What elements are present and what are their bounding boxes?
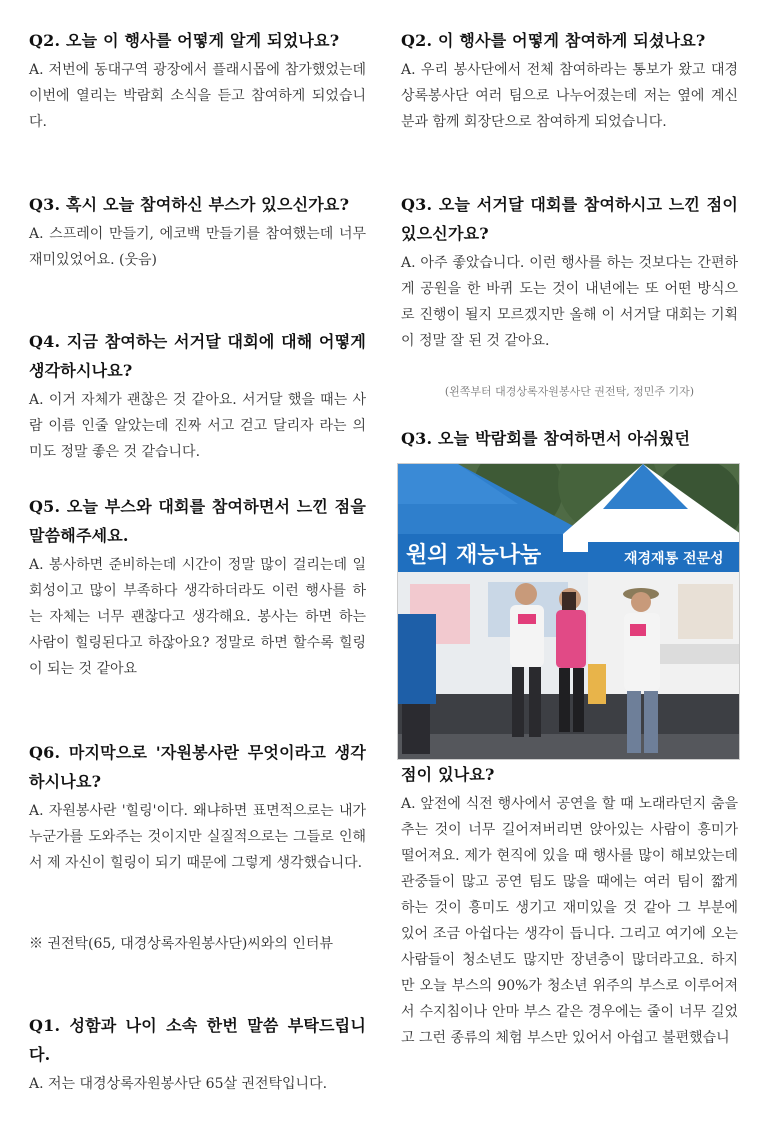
question: Q3. 혹시 오늘 참여하신 부스가 있으신가요? [29,195,350,214]
question: Q3. 오늘 서거달 대회를 참여하시고 느낀 점이 있으신가요? [401,195,738,243]
answer: A. 앞전에 식전 행사에서 공연을 할 때 노래라던지 춤을 추는 것이 너무 길어져버리면 앉아있는 사람이 흥미가 떨어져요. 제가 현직에 있을 때 행사를 많이 해보았는데 관중들이 많고 공연 팀도 많을 때에는 여러 팀이 짧게 하는 것이 흥미도 생기고 재미있을 것 같아 그 부분에 있어 조금 아쉽다는 생각이 듭니다. 그리고 여기에 오는 사람들이 청소년도 많지만 장년층이 많더라고요. 하지만 오늘 부스의 90%가 청소년 위주의 부스로 이루어져서 수지침이나 안마 부스 같은 경우에는 줄이 너무 길었고 그런 종류의 체험 부스만 있어서 아쉽고 불편했습니 [401,796,738,1046]
qa-block [401,26,738,135]
answer: A. 아주 좋았습니다. 이런 행사를 하는 것보다는 간편하게 공원을 한 바퀴 도는 것이 내년에는 또 어떤 방식으로 진행이 될지 모르겠지만 올해 이 서거달 대회는 기획이 정말 잘 된 것 같아요. [401,255,738,349]
question: Q5. 오늘 부스와 대회를 참여하면서 느낀 점을 말씀해주세요. [29,497,366,545]
question: Q2. 오늘 이 행사를 어떻게 알게 되었나요? [29,31,340,50]
qa-block [29,190,366,273]
interview-photo [397,463,740,760]
answer: A. 이거 자체가 괜찮은 것 같아요. 서거달 했을 때는 사람 이름 인줄 알았는데 진짜 서고 걷고 달리자 라는 의미도 정말 좋은 것 같습니다. [29,392,366,460]
qa-block [29,327,366,465]
photo-caption: (왼쪽부터 대경상록자원봉사단 권전탁, 정민주 기자) [444,385,695,398]
answer: A. 저번에 동대구역 광장에서 플래시몹에 참가했었는데 이번에 열리는 박람회 소식을 듣고 참여하게 되었습니다. [29,62,366,130]
interview-note: ※ 권전탁(65, 대경상록자원봉사단)씨와의 인터뷰 [29,936,333,952]
answer: A. 우리 봉사단에서 전체 참여하라는 통보가 왔고 대경상록봉사단 여러 팀으로 나누어졌는데 저는 옆에 계신 분과 함께 회장단으로 참여하게 되었습니다. [401,62,738,130]
qa-block [29,492,366,682]
banner-text: 재경재통 전문성 [624,551,724,567]
answer: A. 봉사하면 준비하는데 시간이 정말 많이 걸리는데 일회성이고 많이 부족하다 생각하더라도 이런 행사를 하는 자체는 너무 괜찮다고 생각해요. 봉사는 하면 하는 사람이 힐링된다고 하잖아요? 정말로 하면 할수록 힐링이 되는 것 같아요 [29,557,366,677]
qa-block [401,190,738,354]
qa-block [29,738,366,876]
banner-text: 원의 재능나눔 [406,543,542,568]
question: 점이 있나요? [401,765,495,784]
answer: A. 자원봉사란 '힐링'이다. 왜냐하면 표면적으로는 내가 누군가를 도와주는 것이지만 실질적으로는 그들로 인해서 제 자신이 힐링이 되기 때문에 그렇게 생각했습니다. [29,803,366,871]
qa-block [401,760,738,1051]
qa-block [29,26,366,135]
qa-block [29,1011,366,1097]
question: Q3. 오늘 박람회를 참여하면서 아쉬웠던 [401,429,691,448]
question: Q1. 성함과 나이 소속 한번 말씀 부탁드립니다. [29,1016,366,1064]
question: Q2. 이 행사를 어떻게 참여하게 되셨나요? [401,31,706,50]
answer: A. 저는 대경상록자원봉사단 65살 권전탁입니다. [29,1076,328,1092]
question: Q4. 지금 참여하는 서거달 대회에 대해 어떻게 생각하시나요? [29,332,366,380]
question: Q6. 마지막으로 '자원봉사란 무엇이라고 생각하시나요? [29,743,366,791]
answer: A. 스프레이 만들기, 에코백 만들기를 참여했는데 너무 재미있었어요. (웃음) [29,226,366,268]
